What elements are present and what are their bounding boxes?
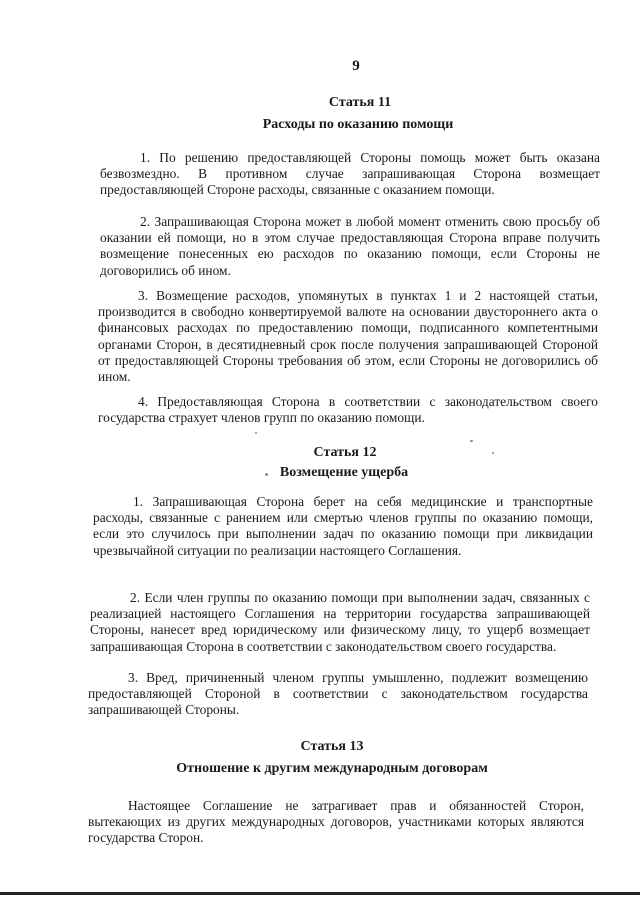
article-11-title: Статья 11: [328, 95, 392, 110]
article-11-paragraph-4: 4. Предоставляющая Сторона в соответствии с законодательством своего государства страхует членов групп по оказанию помощи.: [98, 394, 598, 426]
article-11-paragraph-1: 1. По решению предоставляющей Стороны помощь может быть оказана безвозмездно. В противном случае запрашивающая Сторона возмещает предоставляющей Стороне расходы, связанные с оказанием помощи.: [100, 150, 600, 198]
article-12-paragraph-1: 1. Запрашивающая Сторона берет на себя медицинские и транспортные расходы, связанные с ранением или смертью членов группы по оказанию помощи, если это случилось при выполнении задач по оказанию помощи при ликвидации чрезвычайной ситуации по реализации настоящего Соглашения.: [93, 494, 593, 558]
article-12-subtitle: Возмещение ущерба: [279, 465, 409, 480]
article-13-paragraph-1: Настоящее Соглашение не затрагивает прав и обязанностей Сторон, вытекающих из других международных договоров, участниками которых являются государства Сторон.: [88, 798, 584, 846]
article-12-title: Статья 12: [313, 445, 377, 460]
page-number: 9: [352, 58, 360, 74]
article-12-paragraph-3: 3. Вред, причиненный членом группы умышленно, подлежит возмещению предоставляющей Стороной в соответствии с законодательством государства запрашивающей Стороны.: [88, 670, 588, 718]
bottom-scan-edge: [0, 892, 640, 895]
scan-speck: [470, 440, 473, 442]
article-11-paragraph-3: 3. Возмещение расходов, упомянутых в пунктах 1 и 2 настоящей статьи, производится в свободно конвертируемой валюте на основании двустороннего акта о финансовых расходах по предоставлению помощи, подписанного компетентными органами Сторон, в десятидневный срок после получения запрашивающей Стороной от предоставляющей Стороны требования об этом, если Стороны не договорились об ином.: [98, 288, 598, 385]
article-13-subtitle: Отношение к другим международным договорам: [176, 761, 488, 776]
scan-speck: [255, 432, 257, 434]
article-12-paragraph-2: 2. Если член группы по оказанию помощи при выполнении задач, связанных с реализацией настоящего Соглашения на территории государства запрашивающей Стороны, нанесет вред юридическому или физическому лицу, то ущерб возмещает запрашивающая Сторона в соответствии с законодательством своего государства.: [90, 590, 590, 654]
article-11-subtitle: Расходы по оказанию помощи: [262, 117, 454, 132]
article-11-paragraph-2: 2. Запрашивающая Сторона может в любой момент отменить свою просьбу об оказании ей помощи, но в этом случае предоставляющая Сторона вправе получить возмещение понесенных ею расходов по оказанию помощи, если Стороны не договорились об ином.: [100, 214, 600, 278]
article-13-title: Статья 13: [300, 739, 364, 754]
